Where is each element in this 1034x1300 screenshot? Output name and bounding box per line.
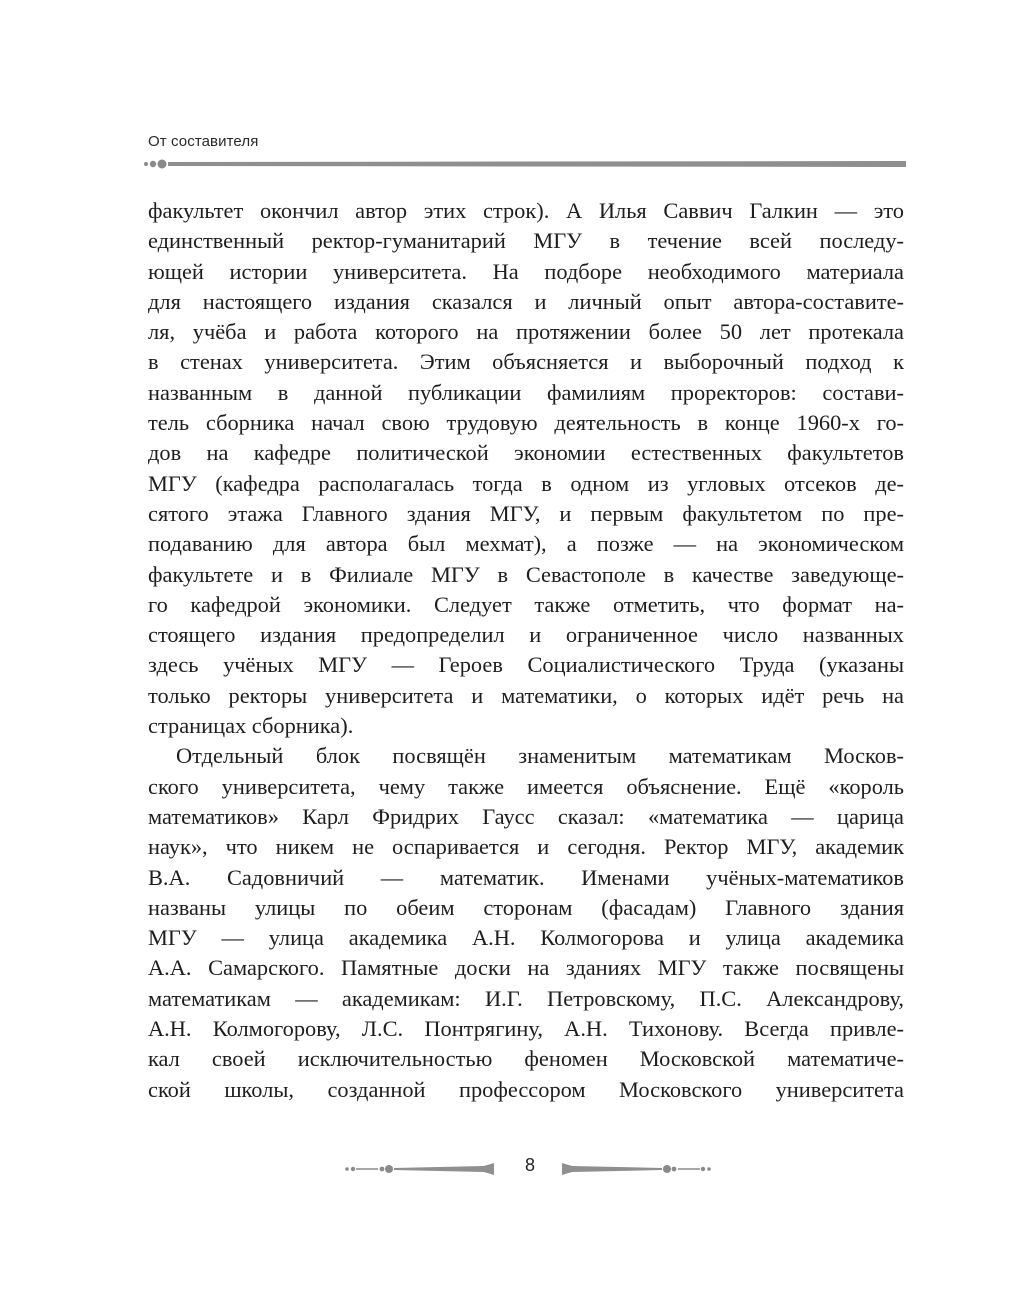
text-line: МГУ (кафедра располагалась тогда в одном из угловых отсеков де- xyxy=(148,470,904,496)
text-line: го кафедрой экономики. Следует также отметить, что формат на- xyxy=(148,591,904,617)
footer-ornament-left xyxy=(344,1160,496,1178)
text-line: математикам — академикам: И.Г. Петровскому, П.С. Александрову, xyxy=(148,985,904,1011)
text-line: сятого этажа Главного здания МГУ, и первым факультетом по пре- xyxy=(148,500,904,526)
text-line: факультет окончил автор этих строк). А Илья Саввич Галкин — это xyxy=(148,198,904,223)
page-footer xyxy=(340,1152,720,1186)
text-line: только ректоры университета и математики, о которых идёт речь на xyxy=(148,682,904,708)
body-text xyxy=(148,196,904,1105)
text-line: факультете и в Филиале МГУ в Севастополе в качестве заведующе- xyxy=(148,561,904,587)
text-line: подаванию для автора был мехмат), а позже — на экономическом xyxy=(148,531,904,557)
text-line: Отдельный блок посвящён знаменитым математикам Москов- xyxy=(176,743,904,769)
paragraph-2 xyxy=(148,741,904,1105)
header-ornament-rule xyxy=(142,154,906,174)
text-line: единственный ректор-гуманитарий МГУ в течение всей последу- xyxy=(148,228,904,254)
text-line: для настоящего издания сказался и личный опыт автора-составите- xyxy=(148,288,904,314)
text-line: ющей истории университета. На подборе необходимого материала xyxy=(148,258,904,284)
text-line: А.Н. Колмогорову, Л.С. Понтрягину, А.Н. Тихонову. Всегда привле- xyxy=(148,1016,904,1042)
text-line: тель сборника начал свою трудовую деятельность в конце 1960-х го- xyxy=(148,410,904,436)
running-head: От составителя xyxy=(148,133,259,150)
text-line: стоящего издания предопределил и ограниченное число названных xyxy=(148,622,904,648)
text-line: В.А. Садовничий — математик. Именами учёных-математиков xyxy=(148,864,904,890)
text-line: А.А. Самарского. Памятные доски на зданиях МГУ также посвящены xyxy=(148,955,904,981)
text-line: МГУ — улица академика А.Н. Колмогорова и улица академика xyxy=(148,925,904,951)
text-line: дов на кафедре политической экономии естественных факультетов xyxy=(148,440,904,466)
text-line: ской школы, созданной профессором Московского университета xyxy=(148,1076,904,1102)
text-line: ского университета, чему также имеется объяснение. Ещё «король xyxy=(148,773,904,799)
text-line: математиков» Карл Фридрих Гаусс сказал: «математика — царица xyxy=(148,803,904,829)
text-line: страницах сборника). xyxy=(148,713,354,739)
text-line: здесь учёных МГУ — Героев Социалистического Труда (указаны xyxy=(148,652,904,678)
page-number: 8 xyxy=(524,1155,535,1175)
text-line: названным в данной публикации фамилиям проректоров: состави- xyxy=(148,379,904,405)
text-line: в стенах университета. Этим объясняется и выборочный подход к xyxy=(148,349,904,375)
text-line: ля, учёба и работа которого на протяжении более 50 лет протекала xyxy=(148,319,904,345)
text-line: названы улицы по обеим сторонам (фасадам) Главного здания xyxy=(148,894,904,920)
text-line: кал своей исключительностью феномен Московской математиче- xyxy=(148,1046,904,1072)
text-line: наук», что никем не оспаривается и сегодня. Ректор МГУ, академик xyxy=(148,834,904,860)
paragraph-1 xyxy=(148,196,904,741)
footer-ornament-right xyxy=(560,1160,712,1178)
